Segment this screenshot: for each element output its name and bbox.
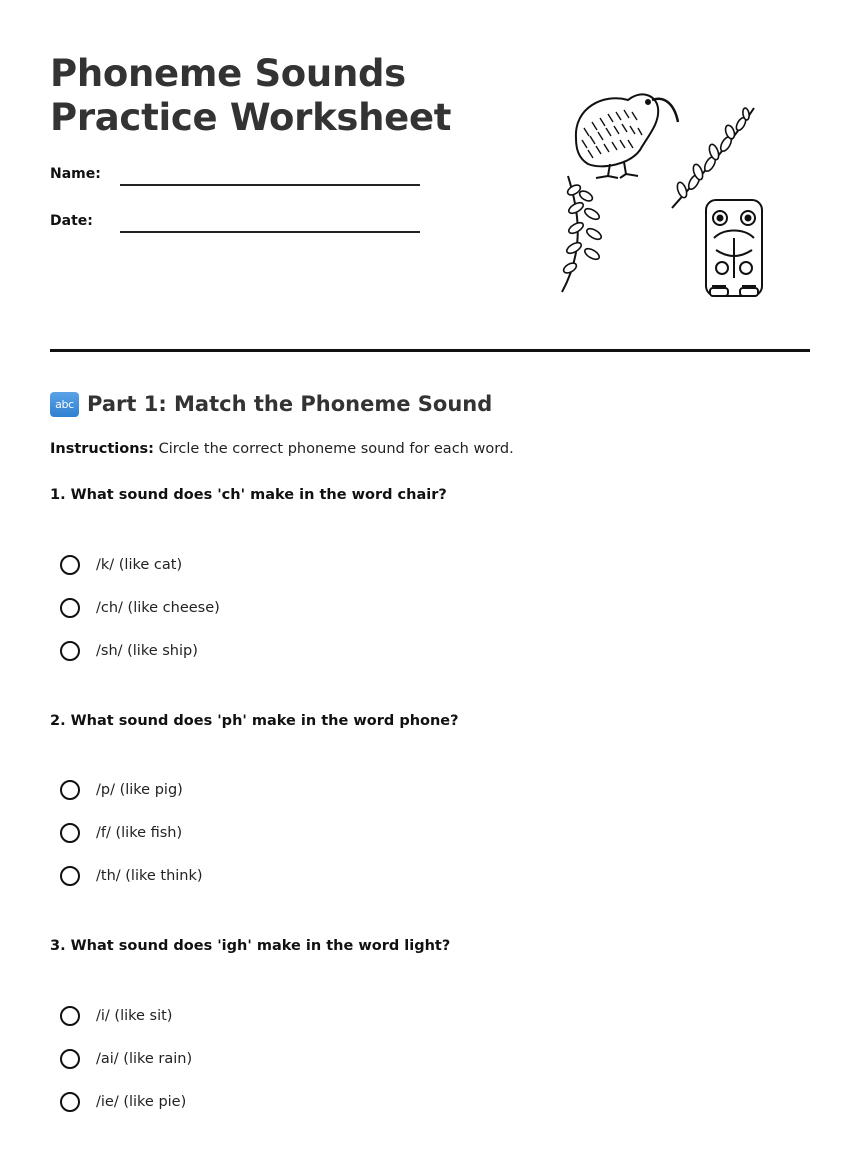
radio-circle[interactable]	[60, 1049, 80, 1069]
option-label: /ch/ (like cheese)	[96, 600, 220, 616]
page-title	[50, 52, 451, 140]
name-label: Name:	[50, 166, 101, 182]
option-q1-a[interactable]	[60, 553, 182, 577]
option-label: /f/ (like fish)	[96, 825, 183, 841]
option-label: /ie/ (like pie)	[96, 1094, 187, 1110]
title-line-2: Practice Worksheet	[50, 96, 452, 139]
maori-carving-icon	[706, 200, 762, 296]
part1-title	[50, 390, 492, 418]
option-q3-c[interactable]	[60, 1090, 186, 1114]
radio-circle[interactable]	[60, 780, 80, 800]
title-line-1: Phoneme Sounds	[50, 52, 406, 95]
fern-frond-icon	[562, 176, 603, 292]
radio-circle[interactable]	[60, 823, 80, 843]
date-label: Date:	[50, 213, 93, 229]
instructions-label: Instructions:	[50, 441, 154, 457]
option-label: /th/ (like think)	[96, 868, 203, 884]
option-q1-c[interactable]	[60, 639, 198, 663]
option-q2-a[interactable]	[60, 778, 183, 802]
question-2: 2. What sound does 'ph' make in the word phone?	[50, 713, 459, 729]
date-field	[50, 213, 420, 237]
option-label: /ai/ (like rain)	[96, 1051, 193, 1067]
option-q3-a[interactable]	[60, 1004, 172, 1028]
radio-circle[interactable]	[60, 598, 80, 618]
option-q2-c[interactable]	[60, 864, 203, 888]
option-label: /k/ (like cat)	[96, 557, 183, 573]
radio-circle[interactable]	[60, 555, 80, 575]
radio-circle[interactable]	[60, 641, 80, 661]
option-label: /i/ (like sit)	[96, 1008, 173, 1024]
name-line[interactable]	[120, 184, 420, 186]
illustrations	[548, 78, 768, 308]
instructions-text: Circle the correct phoneme sound for each word.	[153, 441, 514, 457]
section-divider	[50, 349, 810, 352]
radio-circle[interactable]	[60, 1006, 80, 1026]
part1-title-text: Part 1: Match the Phoneme Sound	[87, 392, 493, 416]
date-line[interactable]	[120, 231, 420, 233]
option-q1-b[interactable]	[60, 596, 220, 620]
radio-circle[interactable]	[60, 1092, 80, 1112]
fern-frond-icon	[672, 108, 754, 208]
option-label: /p/ (like pig)	[96, 782, 183, 798]
option-label: /sh/ (like ship)	[96, 643, 198, 659]
instructions	[50, 441, 514, 457]
abc-icon: abc	[50, 392, 79, 417]
option-q3-b[interactable]	[60, 1047, 192, 1071]
kiwi-bird-icon	[576, 94, 678, 178]
question-3: 3. What sound does 'igh' make in the word light?	[50, 938, 451, 954]
question-1: 1. What sound does 'ch' make in the word chair?	[50, 487, 447, 503]
option-q2-b[interactable]	[60, 821, 182, 845]
name-field	[50, 166, 420, 190]
radio-circle[interactable]	[60, 866, 80, 886]
